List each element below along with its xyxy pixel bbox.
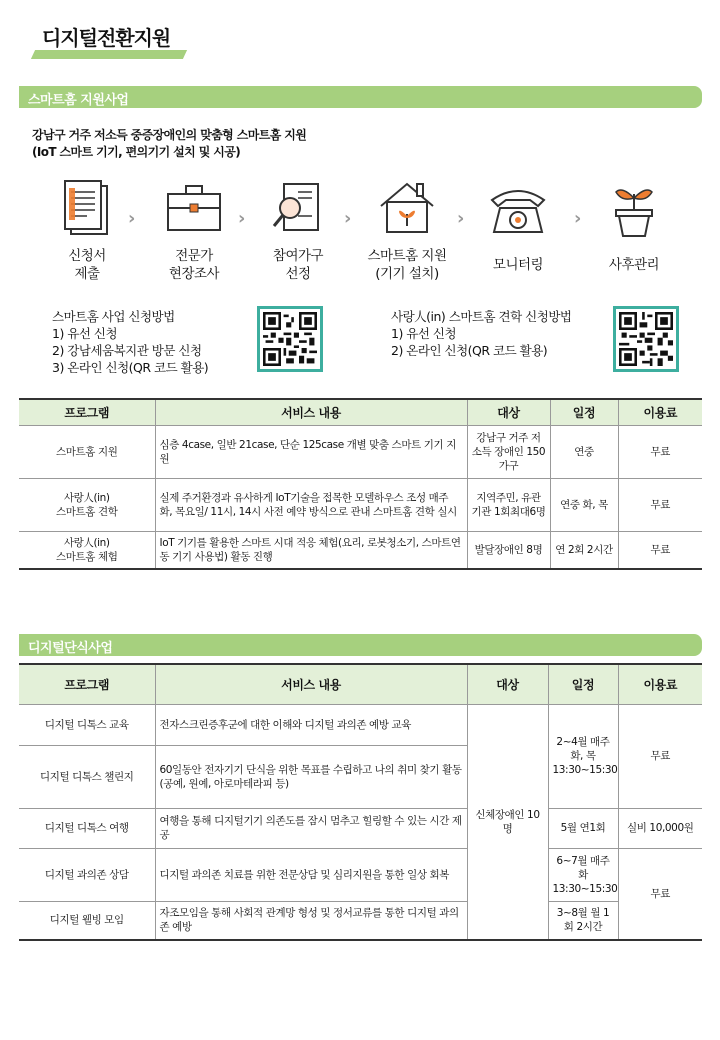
section-title: 스마트홈 지원사업 (28, 93, 129, 108)
cell-fee: 무료 (618, 425, 702, 478)
cell-content: 디지털 과의존 치료를 위한 전문상담 및 심리지원을 통한 일상 회복 (155, 848, 467, 901)
cell-schedule: 2~4월 매주 화, 목 13:30~15:30 (548, 704, 618, 808)
table-header-row (19, 399, 702, 425)
cell-target: 신체장애인 10명 (467, 704, 548, 940)
title-underline (31, 50, 187, 59)
section-title: 디지털단식사업 (28, 641, 113, 656)
step-label-line: 현장조사 (168, 266, 220, 282)
cell-content: 실제 주거환경과 유사하게 IoT기술을 접목한 모델하우스 조성 매주 화, 목요일/ 11시, 14시 사전 예약 방식으로 관내 스마트홈 견학 실시 (155, 478, 467, 531)
chevron-right-icon: › (128, 208, 136, 229)
cell-fee: 무료 (618, 704, 702, 808)
section-header-digital-fasting (19, 634, 702, 656)
chevron-right-icon: › (238, 208, 246, 229)
qr-code-smarthome[interactable] (257, 306, 323, 372)
cell-fee: 무료 (618, 531, 702, 569)
house-sprout-icon (377, 178, 437, 240)
header-target: 대상 (467, 399, 550, 425)
method-item: 1) 유선 신청 (391, 326, 457, 341)
cell-content: 자조모임을 통해 사회적 관계망 형성 및 정서교류를 통한 디지털 과의존 예방 (155, 901, 467, 940)
cell-program: 디지털 웰빙 모임 (19, 901, 155, 940)
digital-fasting-program-table (19, 663, 702, 941)
magnifier-document-icon (268, 178, 328, 240)
header-program: 프로그램 (19, 664, 155, 704)
step-label-line: 신청서 (68, 248, 106, 264)
method-title: 사랑人(in) 스마트홈 견학 신청방법 (391, 309, 572, 324)
smarthome-tour-apply-method (391, 308, 571, 359)
program-line: 스마트홈 견학 (56, 505, 118, 518)
intro-line: (IoT 스마트 기기, 편의기기 설치 및 시공) (32, 145, 241, 159)
table-row (19, 901, 702, 940)
chevron-right-icon: › (344, 208, 352, 229)
chevron-right-icon: › (574, 208, 582, 229)
method-title: 스마트홈 사업 신청방법 (52, 309, 175, 324)
step-label-line: 제출 (74, 266, 100, 282)
cell-program: 디지털 디톡스 챌린지 (19, 745, 155, 808)
intro-text (32, 127, 306, 161)
cell-schedule: 연중 화, 목 (550, 478, 618, 531)
cell-content: 60일동안 전자기기 단식을 위한 목표를 수립하고 나의 취미 찾기 활동 (공예, 원예, 아로마테라피 등) (155, 745, 467, 808)
header-fee: 이용료 (618, 399, 702, 425)
cell-content: 심층 4case, 일반 21case, 단순 125case 개별 맞춤 스마트 기기 지원 (155, 425, 467, 478)
step-label (32, 247, 142, 283)
cell-target: 발달장애인 8명 (467, 531, 550, 569)
step-label-line: 스마트홈 지원 (367, 248, 447, 264)
header-content: 서비스 내용 (155, 399, 467, 425)
table-row (19, 848, 702, 901)
header-target: 대상 (467, 664, 548, 704)
qr-code-icon (619, 312, 673, 366)
cell-program (19, 531, 155, 569)
table-header-row (19, 664, 702, 704)
cell-content: 전자스크린증후군에 대한 이해와 디지털 과의존 예방 교육 (155, 704, 467, 745)
step-label-line: 전문가 (175, 248, 213, 264)
cell-program (19, 478, 155, 531)
step-label-line: (기기 설치) (375, 266, 439, 282)
cell-fee: 무료 (618, 848, 702, 940)
method-item: 1) 유선 신청 (52, 326, 118, 341)
step-label (579, 256, 689, 274)
cell-target: 지역주민, 유관기관 1회최대6명 (467, 478, 550, 531)
method-item: 2) 온라인 신청(QR 코드 활용) (391, 343, 548, 358)
page-title: 디지털전환지원 (42, 26, 171, 50)
step-label-line: 선정 (285, 266, 311, 282)
cell-target: 강남구 거주 저소득 장애인 150가구 (467, 425, 550, 478)
header-schedule: 일정 (548, 664, 618, 704)
cell-schedule: 연 2회 2시간 (550, 531, 618, 569)
method-item: 3) 온라인 신청(QR 코드 활용) (52, 360, 209, 375)
smarthome-apply-method (52, 308, 208, 376)
qr-code-smarthome-tour[interactable] (613, 306, 679, 372)
program-line: 사랑人(in) (63, 491, 110, 504)
cell-program: 디지털 과의존 상담 (19, 848, 155, 901)
table-row (19, 808, 702, 848)
cell-schedule: 6~7월 매주 화 13:30~15:30 (548, 848, 618, 901)
cell-schedule: 연중 (550, 425, 618, 478)
cell-program: 디지털 디톡스 교육 (19, 704, 155, 745)
cell-program: 스마트홈 지원 (19, 425, 155, 478)
cell-fee: 실비 10,000원 (618, 808, 702, 848)
method-item: 2) 강남세움복지관 방문 신청 (52, 343, 202, 358)
document-icon (57, 178, 117, 240)
header-program: 프로그램 (19, 399, 155, 425)
header-fee: 이용료 (618, 664, 702, 704)
step-label (352, 247, 462, 283)
cell-schedule: 5월 연1회 (548, 808, 618, 848)
step-label-line: 참여가구 (272, 248, 324, 264)
potted-plant-icon (604, 178, 664, 240)
table-row (19, 531, 702, 569)
table-row (19, 704, 702, 745)
telephone-icon (488, 178, 548, 240)
cell-schedule: 3~8월 월 1회 2시간 (548, 901, 618, 940)
qr-code-icon (263, 312, 317, 366)
step-label (139, 247, 249, 283)
table-row (19, 478, 702, 531)
cell-fee: 무료 (618, 478, 702, 531)
step-label (243, 247, 353, 283)
section-header-smarthome (19, 86, 702, 108)
step-label-line: 사후관리 (608, 257, 660, 273)
smarthome-program-table (19, 398, 702, 570)
program-line: 사랑人(in) (63, 536, 110, 549)
step-label (463, 256, 573, 274)
program-line: 스마트홈 체험 (56, 550, 118, 563)
cell-program: 디지털 디톡스 여행 (19, 808, 155, 848)
table-row (19, 425, 702, 478)
chevron-right-icon: › (457, 208, 465, 229)
briefcase-icon (164, 178, 224, 240)
header-content: 서비스 내용 (155, 664, 467, 704)
cell-content: IoT 기기를 활용한 스마트 시대 적응 체험(요리, 로봇청소기, 스마트연동 기기 사용법) 활동 진행 (155, 531, 467, 569)
cell-content: 여행을 통해 디지털기기 의존도를 잠시 멈추고 힐링할 수 있는 시간 제공 (155, 808, 467, 848)
step-label-line: 모니터링 (492, 257, 544, 273)
header-schedule: 일정 (550, 399, 618, 425)
intro-line: 강남구 거주 저소득 중증장애인의 맞춤형 스마트홈 지원 (32, 128, 307, 142)
